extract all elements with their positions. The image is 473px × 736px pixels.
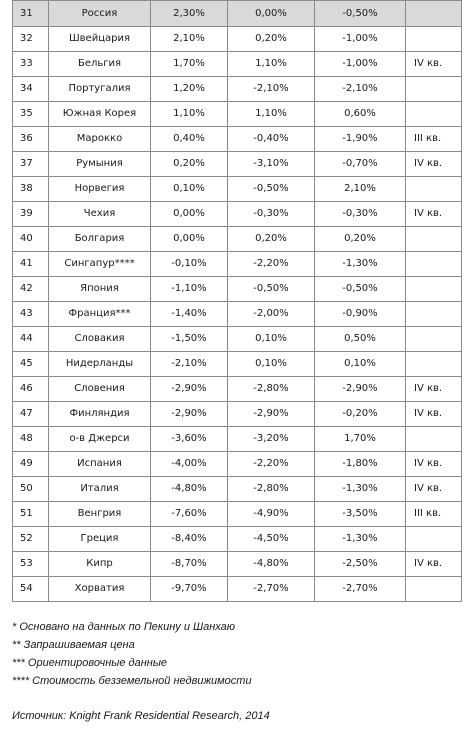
value-1-cell: 0,20% [151, 152, 228, 177]
value-2-cell: 1,10% [228, 102, 315, 127]
value-3-cell: -1,90% [315, 127, 406, 152]
country-cell: Испания [49, 452, 151, 477]
value-3-cell: -1,00% [315, 27, 406, 52]
table-row [13, 227, 462, 252]
period-note-cell [406, 577, 462, 602]
value-1-cell: -1,40% [151, 302, 228, 327]
value-2-cell: -4,50% [228, 527, 315, 552]
period-note-cell [406, 227, 462, 252]
table-row [13, 277, 462, 302]
value-1-cell: -3,60% [151, 427, 228, 452]
period-note-cell [406, 27, 462, 52]
table-row [13, 552, 462, 577]
price-change-table [12, 0, 462, 602]
table-row [13, 477, 462, 502]
rank-cell: 43 [13, 302, 49, 327]
period-note-cell [406, 427, 462, 452]
country-cell: Финляндия [49, 402, 151, 427]
value-2-cell: -0,30% [228, 202, 315, 227]
value-3-cell: 0,10% [315, 352, 406, 377]
footnotes [12, 618, 461, 725]
rank-cell: 38 [13, 177, 49, 202]
period-note-cell: III кв. [406, 502, 462, 527]
value-2-cell: -0,50% [228, 177, 315, 202]
period-note-cell [406, 102, 462, 127]
value-1-cell: -7,60% [151, 502, 228, 527]
value-2-cell: 0,00% [228, 1, 315, 27]
rank-cell: 33 [13, 52, 49, 77]
value-2-cell: 0,20% [228, 27, 315, 52]
rank-cell: 34 [13, 77, 49, 102]
rank-cell: 40 [13, 227, 49, 252]
footnote-1: * Основано на данных по Пекину и Шанхаю [12, 621, 236, 633]
value-1-cell: 0,00% [151, 202, 228, 227]
country-cell: Румыния [49, 152, 151, 177]
table-row [13, 252, 462, 277]
rank-cell: 41 [13, 252, 49, 277]
value-2-cell: -2,70% [228, 577, 315, 602]
table-row [13, 577, 462, 602]
period-note-cell [406, 277, 462, 302]
value-2-cell: -2,00% [228, 302, 315, 327]
country-cell: Италия [49, 477, 151, 502]
price-change-table-container [12, 0, 461, 602]
value-2-cell: -2,80% [228, 377, 315, 402]
period-note-cell: IV кв. [406, 52, 462, 77]
table-row [13, 1, 462, 27]
value-2-cell: -4,90% [228, 502, 315, 527]
value-3-cell: -2,10% [315, 77, 406, 102]
rank-cell: 54 [13, 577, 49, 602]
rank-cell: 51 [13, 502, 49, 527]
rank-cell: 52 [13, 527, 49, 552]
value-1-cell: 1,20% [151, 77, 228, 102]
country-cell: Бельгия [49, 52, 151, 77]
value-2-cell: 0,10% [228, 327, 315, 352]
country-cell: Болгария [49, 227, 151, 252]
value-2-cell: 0,10% [228, 352, 315, 377]
period-note-cell [406, 1, 462, 27]
period-note-cell: IV кв. [406, 152, 462, 177]
table-row [13, 152, 462, 177]
period-note-cell: IV кв. [406, 477, 462, 502]
value-1-cell: 0,10% [151, 177, 228, 202]
value-1-cell: 2,30% [151, 1, 228, 27]
value-2-cell: 1,10% [228, 52, 315, 77]
period-note-cell: IV кв. [406, 402, 462, 427]
value-3-cell: -1,00% [315, 52, 406, 77]
period-note-cell: IV кв. [406, 552, 462, 577]
value-1-cell: -1,10% [151, 277, 228, 302]
table-row [13, 177, 462, 202]
country-cell: Венгрия [49, 502, 151, 527]
value-3-cell: 1,70% [315, 427, 406, 452]
rank-cell: 48 [13, 427, 49, 452]
table-row [13, 402, 462, 427]
value-2-cell: -2,80% [228, 477, 315, 502]
value-1-cell: -2,10% [151, 352, 228, 377]
value-3-cell: -1,80% [315, 452, 406, 477]
footnote-4: **** Стоимость безземельной недвижимости [12, 675, 252, 687]
country-cell: Россия [49, 1, 151, 27]
country-cell: Португалия [49, 77, 151, 102]
period-note-cell: III кв. [406, 127, 462, 152]
rank-cell: 37 [13, 152, 49, 177]
value-3-cell: -0,50% [315, 277, 406, 302]
table-row [13, 77, 462, 102]
rank-cell: 35 [13, 102, 49, 127]
rank-cell: 50 [13, 477, 49, 502]
value-3-cell: -0,70% [315, 152, 406, 177]
value-3-cell: -3,50% [315, 502, 406, 527]
value-3-cell: -0,90% [315, 302, 406, 327]
footnote-2: ** Запрашиваемая цена [12, 639, 135, 651]
period-note-cell [406, 177, 462, 202]
value-2-cell: -4,80% [228, 552, 315, 577]
table-row [13, 427, 462, 452]
country-cell: Словакия [49, 327, 151, 352]
table-row [13, 102, 462, 127]
rank-cell: 32 [13, 27, 49, 52]
rank-cell: 46 [13, 377, 49, 402]
table-row [13, 327, 462, 352]
period-note-cell [406, 352, 462, 377]
value-1-cell: -0,10% [151, 252, 228, 277]
value-3-cell: -0,30% [315, 202, 406, 227]
rank-cell: 36 [13, 127, 49, 152]
rank-cell: 44 [13, 327, 49, 352]
value-2-cell: -2,20% [228, 252, 315, 277]
value-1-cell: -1,50% [151, 327, 228, 352]
value-2-cell: -0,50% [228, 277, 315, 302]
country-cell: Чехия [49, 202, 151, 227]
value-1-cell: -9,70% [151, 577, 228, 602]
table-row [13, 377, 462, 402]
country-cell: о-в Джерси [49, 427, 151, 452]
value-1-cell: 1,10% [151, 102, 228, 127]
rank-cell: 42 [13, 277, 49, 302]
rank-cell: 47 [13, 402, 49, 427]
period-note-cell: IV кв. [406, 452, 462, 477]
value-3-cell: -0,50% [315, 1, 406, 27]
period-note-cell: IV кв. [406, 377, 462, 402]
period-note-cell: IV кв. [406, 202, 462, 227]
country-cell: Словения [49, 377, 151, 402]
value-3-cell: -2,90% [315, 377, 406, 402]
country-cell: Кипр [49, 552, 151, 577]
value-1-cell: -4,80% [151, 477, 228, 502]
table-row [13, 452, 462, 477]
footnote-3: *** Ориентировочные данные [12, 657, 168, 669]
source-note: Источник: Knight Frank Residential Research, 2014 [12, 710, 270, 722]
table-row [13, 502, 462, 527]
value-3-cell: -1,30% [315, 527, 406, 552]
value-1-cell: 0,40% [151, 127, 228, 152]
value-3-cell: 0,20% [315, 227, 406, 252]
period-note-cell [406, 527, 462, 552]
value-1-cell: -2,90% [151, 377, 228, 402]
country-cell: Хорватия [49, 577, 151, 602]
table-row [13, 527, 462, 552]
period-note-cell [406, 302, 462, 327]
value-3-cell: -0,20% [315, 402, 406, 427]
period-note-cell [406, 252, 462, 277]
value-1-cell: 1,70% [151, 52, 228, 77]
rank-cell: 49 [13, 452, 49, 477]
value-3-cell: -2,70% [315, 577, 406, 602]
value-3-cell: 2,10% [315, 177, 406, 202]
period-note-cell [406, 77, 462, 102]
value-3-cell: -1,30% [315, 252, 406, 277]
country-cell: Япония [49, 277, 151, 302]
country-cell: Нидерланды [49, 352, 151, 377]
country-cell: Франция*** [49, 302, 151, 327]
rank-cell: 53 [13, 552, 49, 577]
value-2-cell: -3,20% [228, 427, 315, 452]
country-cell: Швейцария [49, 27, 151, 52]
rank-cell: 45 [13, 352, 49, 377]
value-2-cell: -2,20% [228, 452, 315, 477]
value-2-cell: -2,90% [228, 402, 315, 427]
value-1-cell: 0,00% [151, 227, 228, 252]
value-2-cell: -3,10% [228, 152, 315, 177]
table-row [13, 302, 462, 327]
country-cell: Южная Корея [49, 102, 151, 127]
value-1-cell: 2,10% [151, 27, 228, 52]
rank-cell: 39 [13, 202, 49, 227]
value-2-cell: -2,10% [228, 77, 315, 102]
table-row [13, 52, 462, 77]
rank-cell: 31 [13, 1, 49, 27]
value-1-cell: -8,40% [151, 527, 228, 552]
country-cell: Греция [49, 527, 151, 552]
value-3-cell: 0,50% [315, 327, 406, 352]
value-1-cell: -8,70% [151, 552, 228, 577]
value-3-cell: -2,50% [315, 552, 406, 577]
value-3-cell: 0,60% [315, 102, 406, 127]
country-cell: Марокко [49, 127, 151, 152]
period-note-cell [406, 327, 462, 352]
table-body [13, 1, 462, 602]
table-row [13, 202, 462, 227]
value-2-cell: -0,40% [228, 127, 315, 152]
value-1-cell: -2,90% [151, 402, 228, 427]
table-row [13, 127, 462, 152]
country-cell: Сингапур**** [49, 252, 151, 277]
table-row [13, 352, 462, 377]
value-3-cell: -1,30% [315, 477, 406, 502]
value-1-cell: -4,00% [151, 452, 228, 477]
table-row [13, 27, 462, 52]
country-cell: Норвегия [49, 177, 151, 202]
value-2-cell: 0,20% [228, 227, 315, 252]
